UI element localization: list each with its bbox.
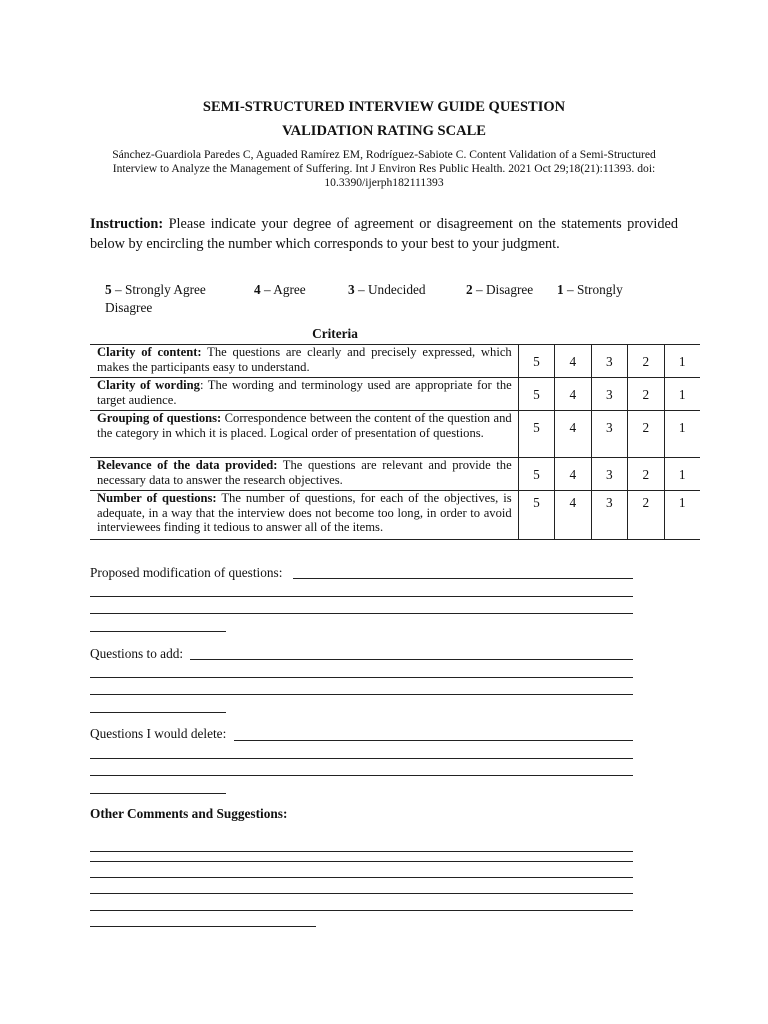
criterion-cell (90, 458, 518, 491)
criterion-cell (90, 345, 518, 378)
table-row (90, 378, 700, 411)
other-comments-line[interactable] (90, 926, 316, 927)
other-comments-heading: Other Comments and Suggestions: (90, 806, 288, 821)
other-comments-line[interactable] (90, 851, 633, 852)
criterion-name: Relevance of the data provided: (97, 458, 278, 472)
rating-option-3[interactable]: 3 (591, 345, 627, 378)
questions-to-add-line[interactable] (90, 712, 226, 713)
criterion-description: The questions are relevant and provide the necessary data to answer the research objectives. (97, 458, 512, 487)
questions-to-add-line[interactable] (90, 694, 633, 695)
table-row (90, 458, 700, 491)
proposed-modification-line[interactable] (90, 613, 633, 614)
criterion-description: : The wording and terminology used are appropriate for the target audience. (97, 378, 512, 407)
questions-to-delete-line[interactable] (90, 758, 633, 759)
rating-option-1[interactable]: 1 (664, 411, 700, 458)
scale-item-1: 1 – Strongly (557, 282, 623, 297)
questions-to-delete-line[interactable] (90, 793, 226, 794)
document-title-line2: VALIDATION RATING SCALE (282, 123, 486, 139)
rating-option-3[interactable]: 3 (591, 411, 627, 458)
rating-option-1[interactable]: 1 (664, 378, 700, 411)
rating-option-4[interactable]: 4 (555, 458, 591, 491)
questions-to-add-line[interactable] (90, 677, 633, 678)
scale-item-4: 4 – Agree (254, 282, 306, 297)
proposed-modification-line[interactable] (90, 631, 226, 632)
scale-item-3: 3 – Undecided (348, 282, 426, 297)
rating-option-4[interactable]: 4 (555, 378, 591, 411)
criterion-name: Number of questions: (97, 491, 217, 505)
criterion-description: The questions are clearly and precisely expressed, which makes the participants easy to understand. (97, 345, 512, 374)
scale-wrap: Disagree (105, 300, 153, 315)
table-row (90, 345, 700, 378)
questions-to-delete-line[interactable] (90, 775, 633, 776)
proposed-modification-label: Proposed modification of questions: (90, 565, 283, 580)
criteria-heading: Criteria (312, 326, 358, 341)
rating-option-2[interactable]: 2 (628, 378, 664, 411)
rating-option-5[interactable]: 5 (518, 458, 554, 491)
other-comments-line[interactable] (90, 910, 633, 911)
rating-option-1[interactable]: 1 (664, 345, 700, 378)
rating-option-2[interactable]: 2 (628, 458, 664, 491)
criterion-name: Clarity of content: (97, 345, 202, 359)
rating-option-1[interactable]: 1 (664, 458, 700, 491)
criteria-table (90, 344, 700, 540)
criterion-description: The number of questions, for each of the objectives, is adequate, in a way that the interview does not become too long, in order to avoid interviewees finding it tedious to answer all of the items. (97, 491, 512, 534)
other-comments-line[interactable] (90, 893, 633, 894)
scale-item-2: 2 – Disagree (466, 282, 534, 297)
rating-option-2[interactable]: 2 (628, 345, 664, 378)
rating-option-1[interactable]: 1 (664, 491, 700, 540)
questions-to-add-line[interactable] (190, 659, 633, 660)
questions-to-delete-label: Questions I would delete: (90, 726, 227, 741)
rating-option-2[interactable]: 2 (628, 411, 664, 458)
proposed-modification-line[interactable] (90, 596, 633, 597)
questions-to-delete-line[interactable] (234, 740, 633, 741)
rating-scale-legend (105, 281, 665, 317)
instruction-label: Instruction: (90, 216, 164, 232)
criterion-description: Correspondence between the content of the question and the category in which it is placed. Logical order of presentation of questions. (97, 411, 512, 440)
criterion-cell (90, 491, 518, 540)
rating-option-5[interactable]: 5 (518, 345, 554, 378)
rating-option-2[interactable]: 2 (628, 491, 664, 540)
rating-option-5[interactable]: 5 (518, 491, 554, 540)
citation: Sánchez-Guardiola Paredes C, Aguaded Ramírez EM, Rodríguez-Sabiote C. Content Validation of a Semi-Structured Interview to Analyze the Management of Suffering. Int J Environ Res Public Health. 2021 Oct 29;18(21):11393. doi: 10.3390/ijerph182111393 (112, 148, 656, 189)
questions-to-add-label: Questions to add: (90, 646, 184, 661)
rating-option-3[interactable]: 3 (591, 491, 627, 540)
rating-option-4[interactable]: 4 (555, 491, 591, 540)
criterion-cell (90, 411, 518, 458)
criterion-name: Clarity of wording (97, 378, 200, 392)
other-comments-line[interactable] (90, 861, 633, 862)
instruction (90, 214, 678, 254)
rating-option-4[interactable]: 4 (555, 345, 591, 378)
instruction-text: Please indicate your degree of agreement or disagreement on the statements provided below by encircling the number which corresponds to your best to your judgment. (90, 216, 678, 252)
rating-option-5[interactable]: 5 (518, 378, 554, 411)
criterion-cell (90, 378, 518, 411)
rating-option-4[interactable]: 4 (555, 411, 591, 458)
proposed-modification-line[interactable] (293, 578, 633, 579)
rating-option-5[interactable]: 5 (518, 411, 554, 458)
other-comments-line[interactable] (90, 877, 633, 878)
table-row (90, 411, 700, 458)
scale-item-5: 5 – Strongly Agree (105, 282, 206, 297)
criterion-name: Grouping of questions: (97, 411, 222, 425)
table-row (90, 491, 700, 540)
document-title-line1: SEMI-STRUCTURED INTERVIEW GUIDE QUESTION (202, 99, 566, 115)
rating-option-3[interactable]: 3 (591, 458, 627, 491)
rating-option-3[interactable]: 3 (591, 378, 627, 411)
